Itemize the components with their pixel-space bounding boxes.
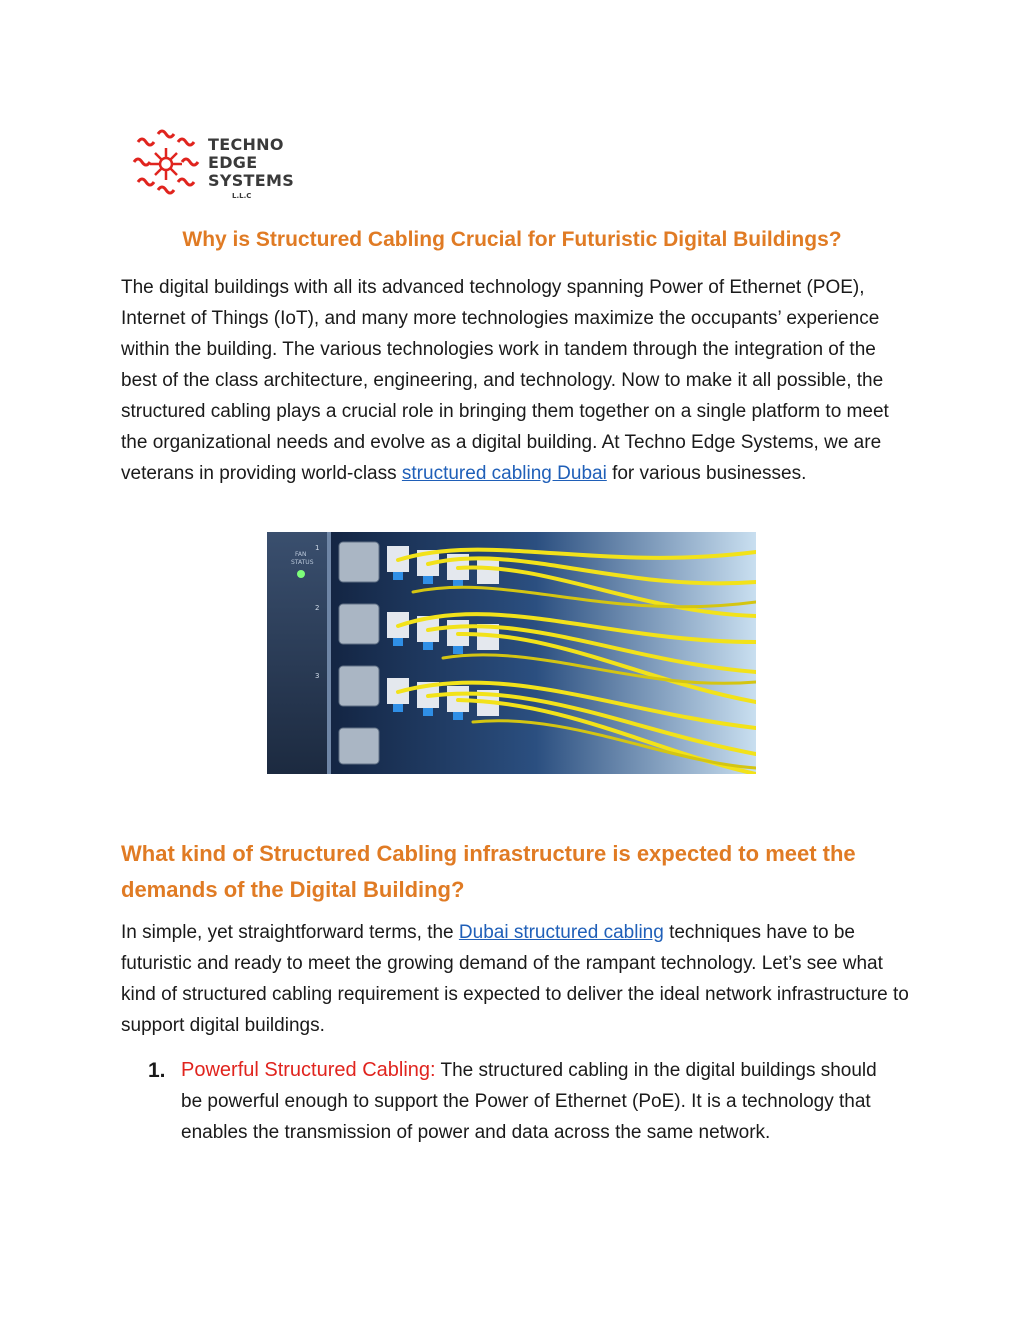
structured-cabling-dubai-link[interactable]: structured cabling Dubai [401, 463, 607, 484]
infrastructure-paragraph [121, 917, 911, 1041]
logo-line-3: SYSTEMS [208, 171, 295, 190]
list-item-body [181, 1055, 881, 1148]
photo-status-label: STATUS [291, 559, 314, 566]
list-item-title: Powerful Structured Cabling: [181, 1059, 436, 1081]
infra-text-after: techniques have to be futuristic and ready to meet the growing demand of the rampant technology. Let’s see what kind of structured cabling requirement is expected to deliver the ideal network infrastructure to support digital buildings. [121, 922, 909, 1036]
list-item-text: The structured cabling in the digital buildings should be powerful enough to support the Power of Ethernet (PoE). It is a technology that enables the transmission of power and data across the same network. [181, 1060, 877, 1143]
logo-subtitle: L.L.C [232, 192, 252, 200]
network-switch-photo [267, 532, 756, 774]
logo-line-2: EDGE [208, 153, 258, 172]
list-item-number: 1. [148, 1059, 166, 1082]
port-number-2: 2 [315, 604, 320, 612]
photo-fan-label: FAN [295, 551, 307, 558]
logo-wordmark [208, 136, 294, 190]
intro-text-before: The digital buildings with all its advanced technology spanning Power of Ethernet (POE), Internet of Things (IoT), and many more technologies maximize the occupants’ experience within the building. The various technologies work in tandem through the integration of the best of the class architecture, engineering, and technology. Now to make it all possible, the structured cabling plays a crucial role in bringing them together on a single platform to meet the organizational needs and evolve as a digital building. At Techno Edge Systems, we are veterans in providing world-class [121, 277, 889, 484]
port-number-1: 1 [315, 544, 320, 552]
intro-text-after: for various businesses. [606, 463, 807, 484]
heading-why-structured-cabling: Why is Structured Cabling Crucial for Futuristic Digital Buildings? [182, 228, 842, 251]
dubai-structured-cabling-link[interactable]: Dubai structured cabling [458, 922, 664, 943]
logo-line-1: TECHNO [208, 135, 284, 154]
infra-text-before: In simple, yet straightforward terms, the [121, 922, 459, 943]
intro-paragraph [121, 272, 911, 489]
heading-infrastructure-expected: What kind of Structured Cabling infrastructure is expected to meet the demands of the Digital Building? [121, 841, 856, 902]
sunburst-logo-icon [130, 128, 202, 200]
company-logo [130, 128, 300, 202]
port-number-3: 3 [315, 672, 320, 680]
